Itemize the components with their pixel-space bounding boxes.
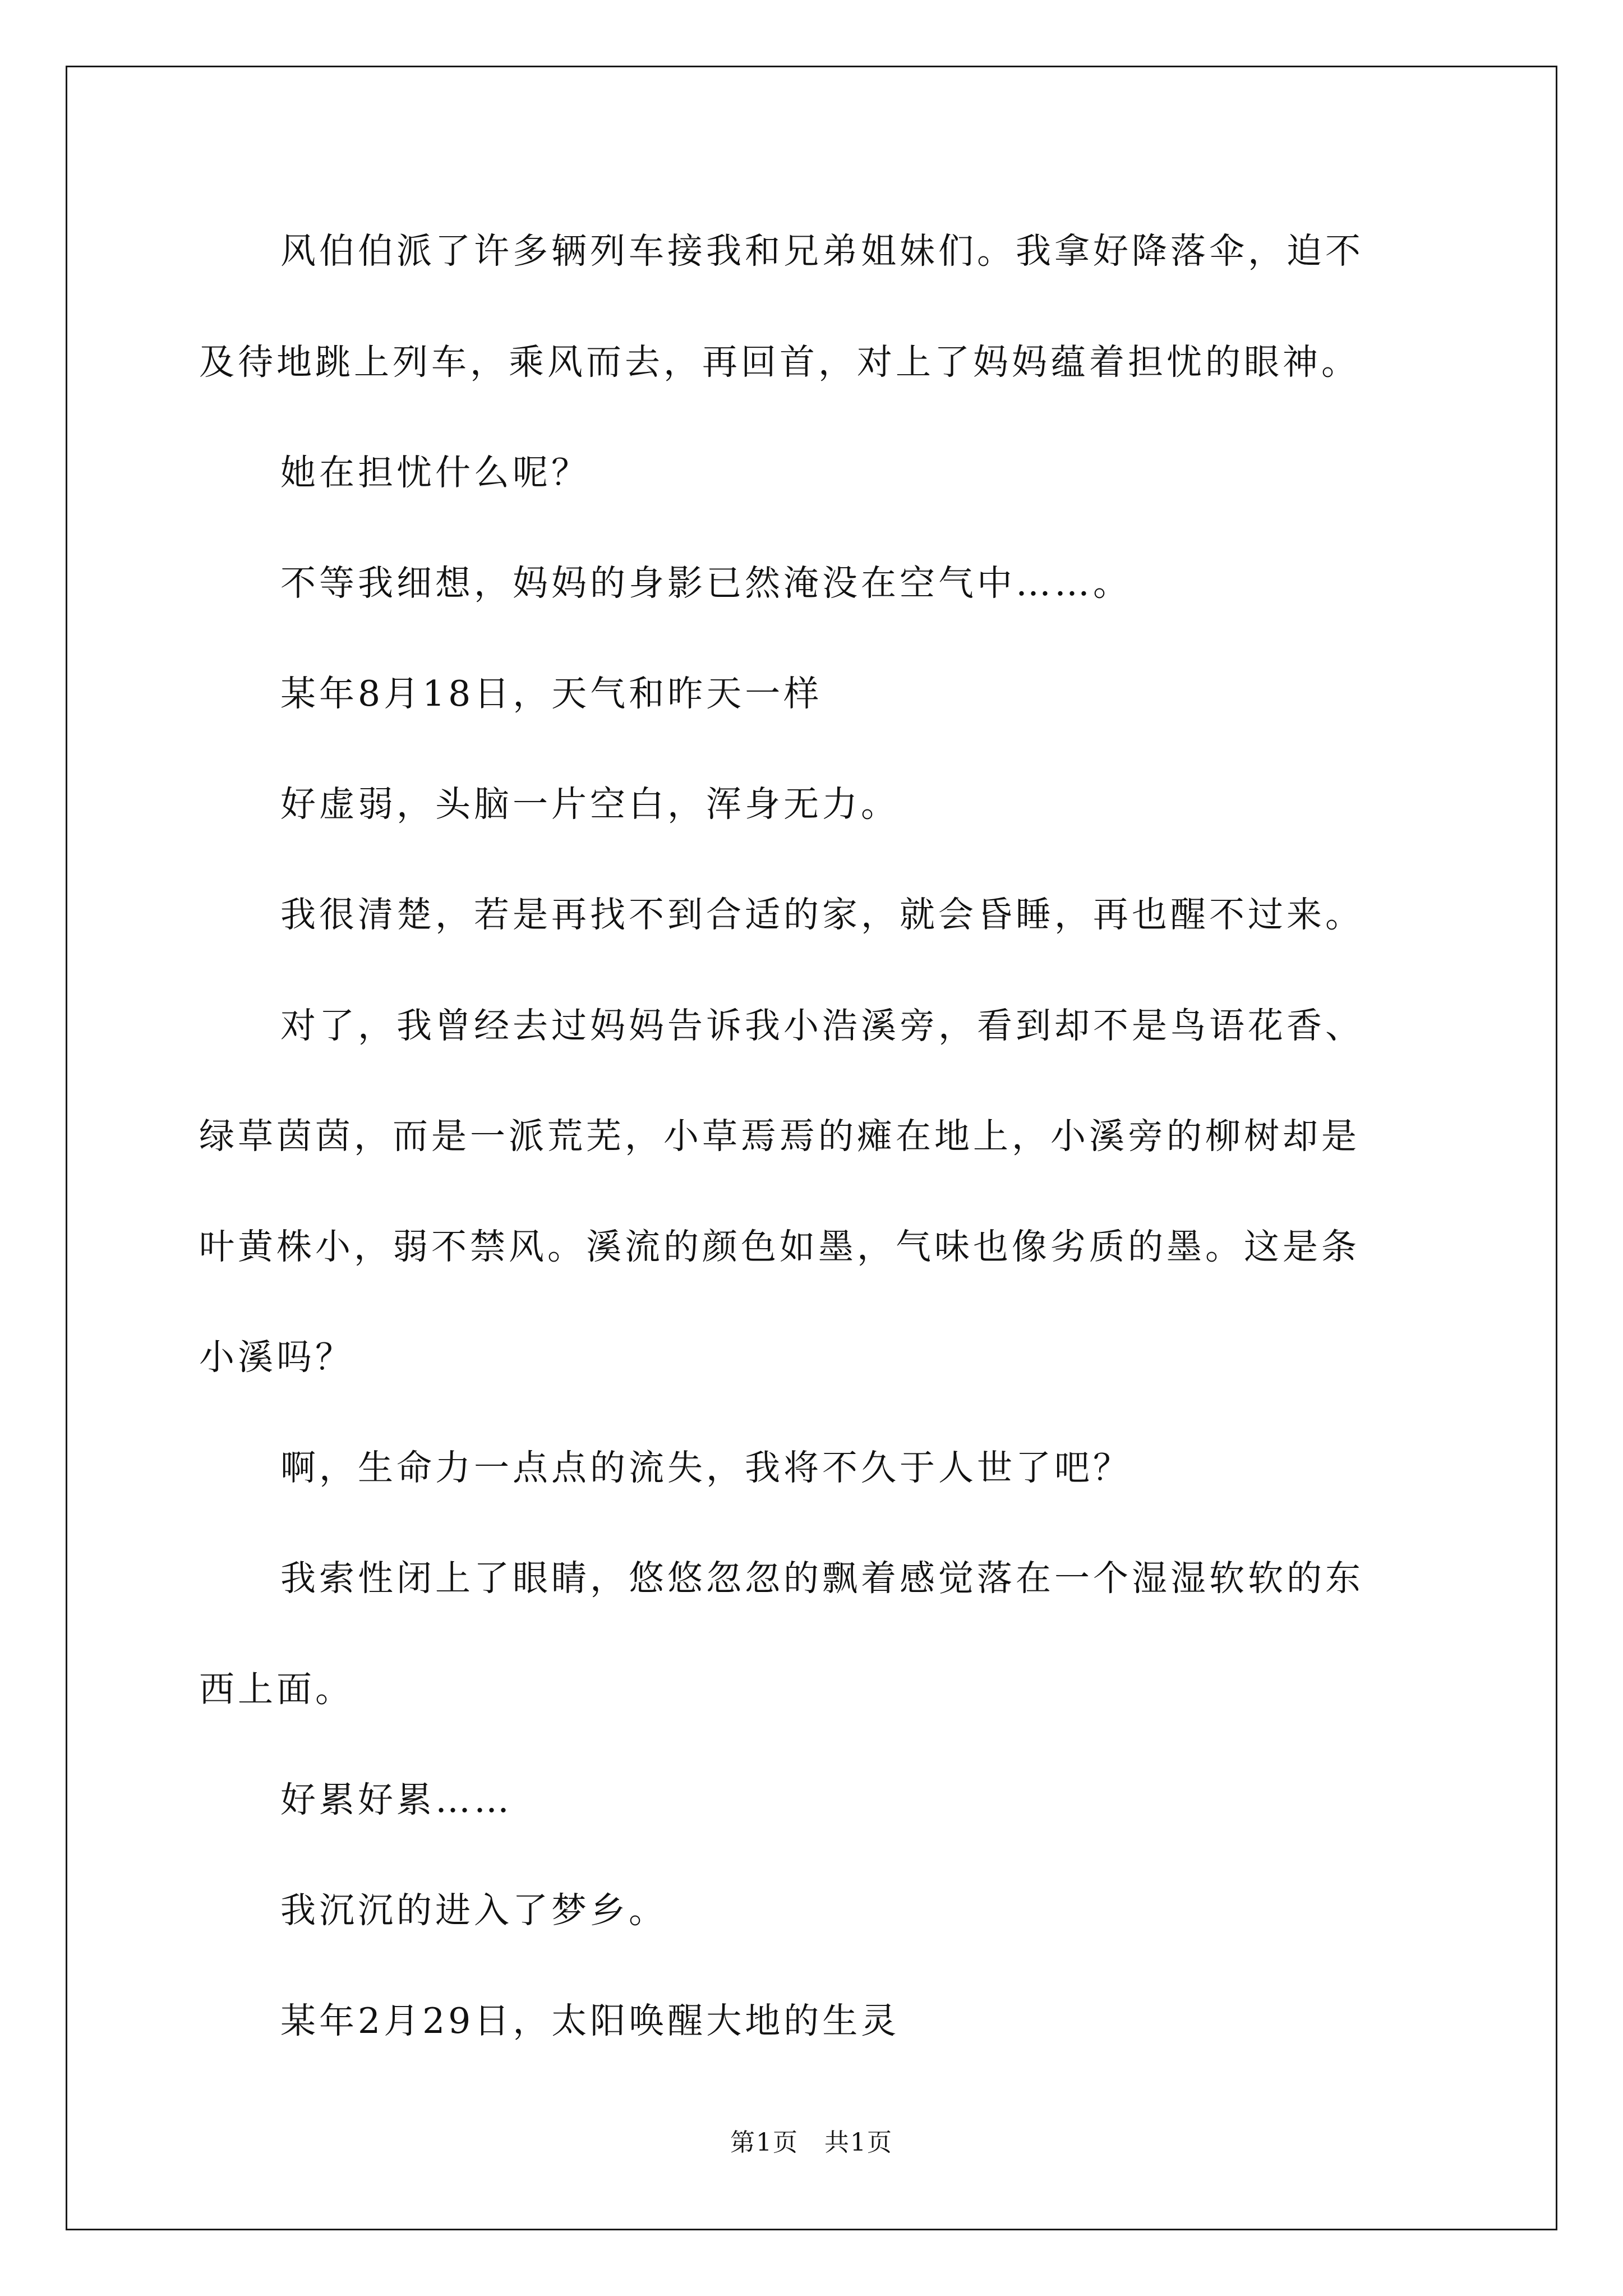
paragraph-line: 不等我细想，妈妈的身影已然淹没在空气中……。: [280, 563, 1132, 604]
paragraph-line: 绿草茵茵，而是一派荒芜，小草焉焉的瘫在地上，小溪旁的柳树却是: [199, 1116, 1360, 1157]
paragraph-line: 叶黄株小，弱不禁风。溪流的颜色如墨，气味也像劣质的墨。这是条: [199, 1226, 1360, 1267]
paragraph-line: 对了，我曾经去过妈妈告诉我小浩溪旁，看到却不是鸟语花香、: [280, 1005, 1364, 1046]
paragraph-line: 好虚弱，头脑一片空白，浑身无力。: [280, 784, 900, 825]
paragraph-line: 小溪吗？: [199, 1337, 354, 1378]
page-footer: [0, 2126, 1623, 2160]
page-total: 共1页: [824, 2128, 893, 2157]
paragraph-line: 她在担忧什么呢？: [280, 452, 590, 493]
paragraph-line: 某年8月18日，天气和昨天一样: [280, 673, 823, 714]
paragraph-line: 好累好累……: [280, 1779, 513, 1820]
paragraph-line: 西上面。: [199, 1669, 354, 1710]
paragraph-line: 我索性闭上了眼睛，悠悠忽忽的飘着感觉落在一个湿湿软软的东: [280, 1558, 1364, 1599]
paragraph-line: 及待地跳上列车，乘风而去，再回首，对上了妈妈蕴着担忧的眼神。: [199, 342, 1360, 383]
paragraph-line: 我沉沉的进入了梦乡。: [280, 1890, 667, 1931]
paragraph-line: 风伯伯派了许多辆列车接我和兄弟姐妹们。我拿好降落伞，迫不: [280, 231, 1364, 272]
paragraph-line: 啊，生命力一点点的流失，我将不久于人世了吧？: [280, 1447, 1132, 1488]
paragraph-line: 我很清楚，若是再找不到合适的家，就会昏睡，再也醒不过来。: [280, 894, 1364, 935]
page-number: 第1页: [730, 2128, 799, 2157]
paragraph-line: 某年2月29日，太阳唤醒大地的生灵: [280, 2000, 900, 2041]
